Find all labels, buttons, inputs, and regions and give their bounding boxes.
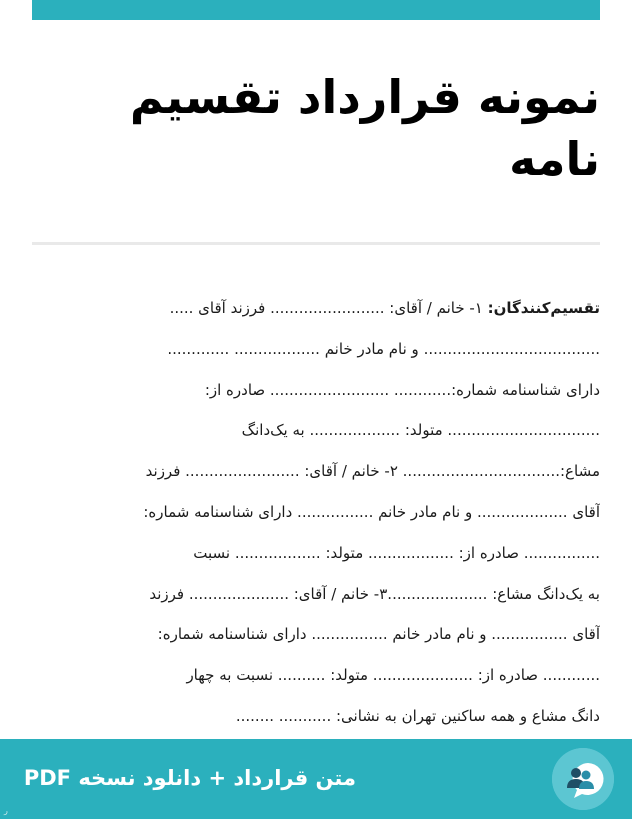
users-chat-icon[interactable]: [552, 748, 614, 810]
download-banner-label[interactable]: متن قرارداد + دانلود نسخه PDF: [23, 766, 356, 790]
contract-line-11: دانگ مشاع و همه ساکنین تهران به نشانی: ........... ........: [235, 706, 600, 725]
contract-text: [32, 288, 600, 737]
page-title-line1: نمونه قرارداد تقسیم: [129, 70, 600, 124]
download-banner[interactable]: [0, 739, 632, 819]
contract-line-7: ................ صادره از: .................. متولد: .................. نسبت: [193, 543, 600, 562]
title-divider: [32, 242, 600, 245]
contract-line-2: ..................................... و نام مادر خانم .................. .............: [167, 339, 600, 358]
top-accent-bar: [32, 0, 600, 20]
corner-mark: ر: [4, 806, 8, 815]
contract-line-6: آقای ................... و نام مادر خانم ................ دارای شناسنامه شماره:: [143, 502, 600, 521]
page-title-line2: نامه: [509, 132, 600, 186]
contract-line-9: آقای ................ و نام مادر خانم ................ دارای شناسنامه شماره:: [157, 625, 600, 644]
contract-line-3: دارای شناسنامه شماره:............ ......................... صادره از:: [204, 380, 600, 399]
page-title: [32, 66, 600, 190]
contract-line-8: به یک‌دانگ مشاع: .....................۳- خانم / آقای: ..................... فرزند: [149, 584, 600, 603]
contract-line-4: ................................ متولد: ................... به یک‌دانگ: [241, 421, 600, 440]
contract-line-10: ............ صادره از: ..................... متولد: .......... نسبت به چهار: [186, 666, 600, 685]
contract-parties-label: تقسیم‌کنندگان:: [487, 299, 600, 317]
contract-line-5: مشاع:................................. ۲- خانم / آقای: ........................ فرزند: [145, 462, 600, 481]
contract-line-1: تقسیم‌کنندگان: ۱- خانم / آقای: ........................ فرزند آقای .....: [169, 299, 600, 317]
